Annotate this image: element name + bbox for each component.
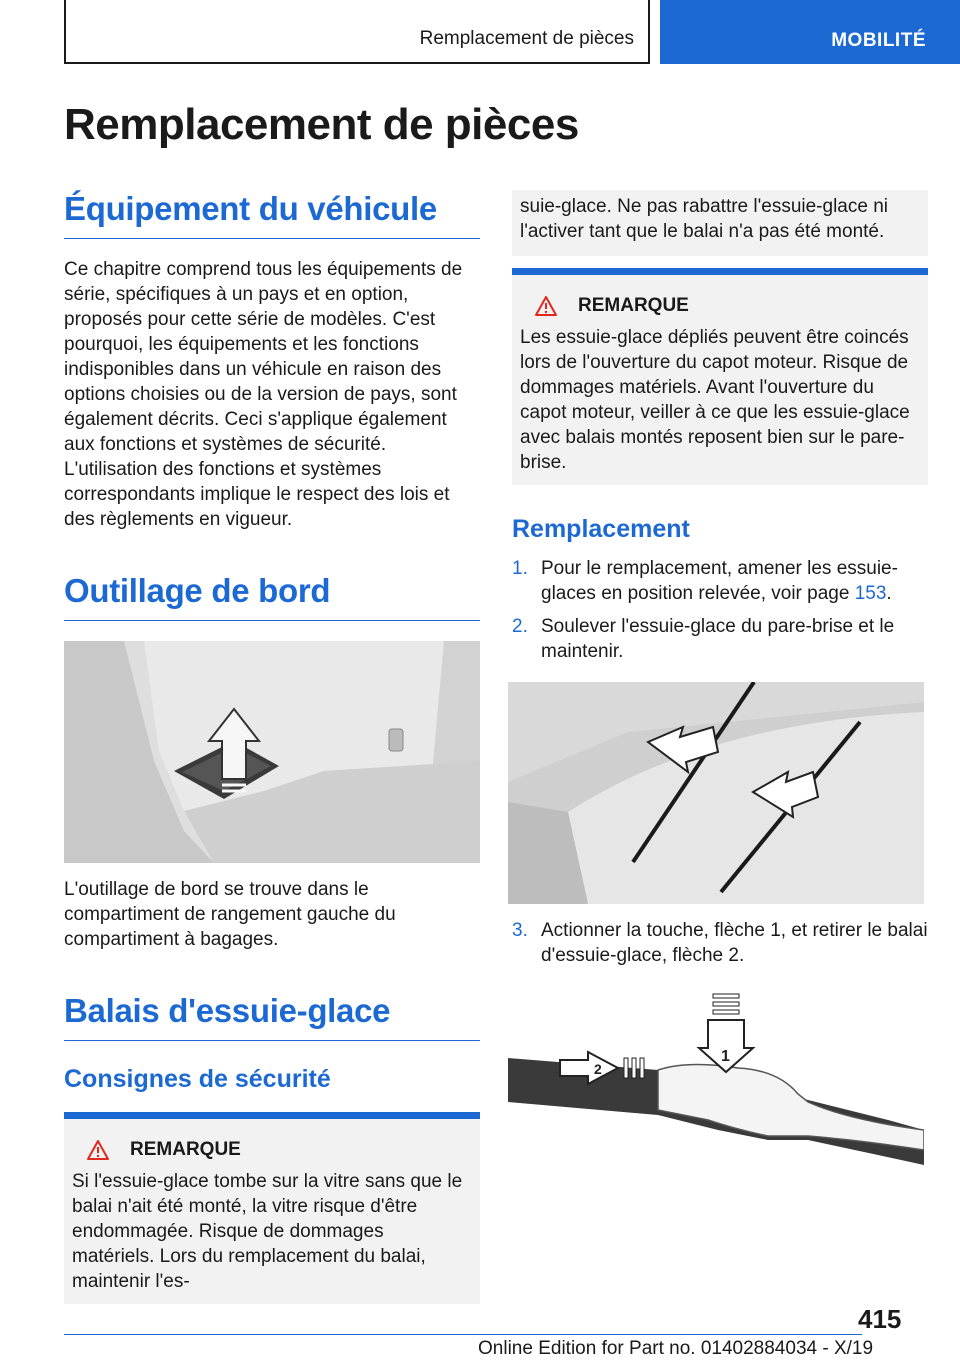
note-heading (520, 295, 918, 317)
page-number: 415 (858, 1304, 902, 1334)
page-title: Remplacement de pièces (64, 100, 579, 149)
note-heading (72, 1139, 470, 1161)
header-box (64, 0, 650, 64)
wiper-raise-figure (508, 682, 924, 904)
step-number: 2. (512, 616, 528, 637)
wiper-blade-illustration (508, 990, 924, 1212)
subsection-title-safety: Consignes de sécurité (64, 1065, 331, 1093)
trunk-compartment-illustration (64, 641, 480, 863)
warning-icon (86, 1139, 110, 1161)
page-link[interactable]: 153 (854, 583, 887, 604)
warning-icon (534, 295, 558, 317)
subsection-title-replacement: Remplacement (512, 515, 690, 543)
section-title-wipers: Balais d'essuie-glace (64, 992, 480, 1041)
note-label: REMARQUE (578, 295, 689, 316)
note-text: Si l'essuie-glace tombe sur la vitre sans que le balai n'ait été monté, la vitre risque d'être endommagée. Risque de dommages matériels. Lors du remplacement du balai, maintenir l'es- (72, 1171, 463, 1292)
section-title-equipment: Équipement du véhicule (64, 190, 480, 239)
windshield-wiper-illustration (508, 682, 924, 904)
left-column (64, 190, 480, 1304)
footer-rule (64, 1334, 862, 1335)
replacement-steps (512, 556, 928, 664)
equipment-text: Ce chapitre comprend tous les équipements de série, spécifiques à un pays et en option, proposés pour cette série de modèles. C'est pourquoi, les équipements et les fonctions indisponibles dans un véhicule en raison des options choisies ou de la version de pays, sont également décrits. Ceci s'applique également aux fonctions et systèmes de sécurité. L'utilisation des fonctions et systèmes correspondants implique le respect des lois et des règlements en vigueur. (64, 259, 463, 530)
note-label: REMARQUE (130, 1139, 241, 1160)
step-text: Pour le remplacement, amener les essuie-glaces en position relevée, voir page (541, 558, 898, 604)
header-section-badge (660, 0, 960, 64)
step-item (512, 556, 928, 606)
wiper-release-figure (508, 990, 928, 1212)
step-number: 1. (512, 558, 528, 579)
note-text: Les essuie-glace dépliés peuvent être coincés lors de l'ouverture du capot moteur. Risque de dommages matériels. Avant l'ouverture du capot moteur, veiller à ce que les essuie-glace avec balais montés reposent bien sur le pare-brise. (520, 327, 910, 473)
right-column (512, 190, 928, 1212)
section-title-tools: Outillage de bord (64, 572, 480, 621)
safety-note-2 (512, 268, 928, 485)
tools-text: L'outillage de bord se trouve dans le compartiment de rangement gauche du compartiment à bagages. (64, 879, 396, 950)
header-section: MOBILITÉ (831, 30, 926, 51)
arrow-2-label: 2 (594, 1061, 602, 1077)
step-text: Actionner la touche, flèche 1, et retirer le balai d'essuie-glace, flèche 2. (541, 920, 928, 966)
header-chapter: Remplacement de pièces (419, 28, 634, 49)
tools-figure (64, 641, 480, 863)
step-text-end: . (886, 583, 892, 604)
safety-note-1 (64, 1112, 480, 1304)
step-number: 3. (512, 920, 528, 941)
safety-note-1-continued (512, 190, 928, 256)
note-text-continued: suie-glace. Ne pas rabattre l'essuie-glace ni l'activer tant que le balai n'a pas été monté. (520, 196, 888, 242)
arrow-1-label: 1 (721, 1048, 730, 1065)
step-text: Soulever l'essuie-glace du pare-brise et le maintenir. (541, 616, 895, 662)
footer-edition: Online Edition for Part no. 01402884034 - X/19 (478, 1338, 874, 1359)
step-item (512, 918, 928, 968)
step-item (512, 614, 928, 664)
replacement-steps-continued (512, 918, 928, 968)
